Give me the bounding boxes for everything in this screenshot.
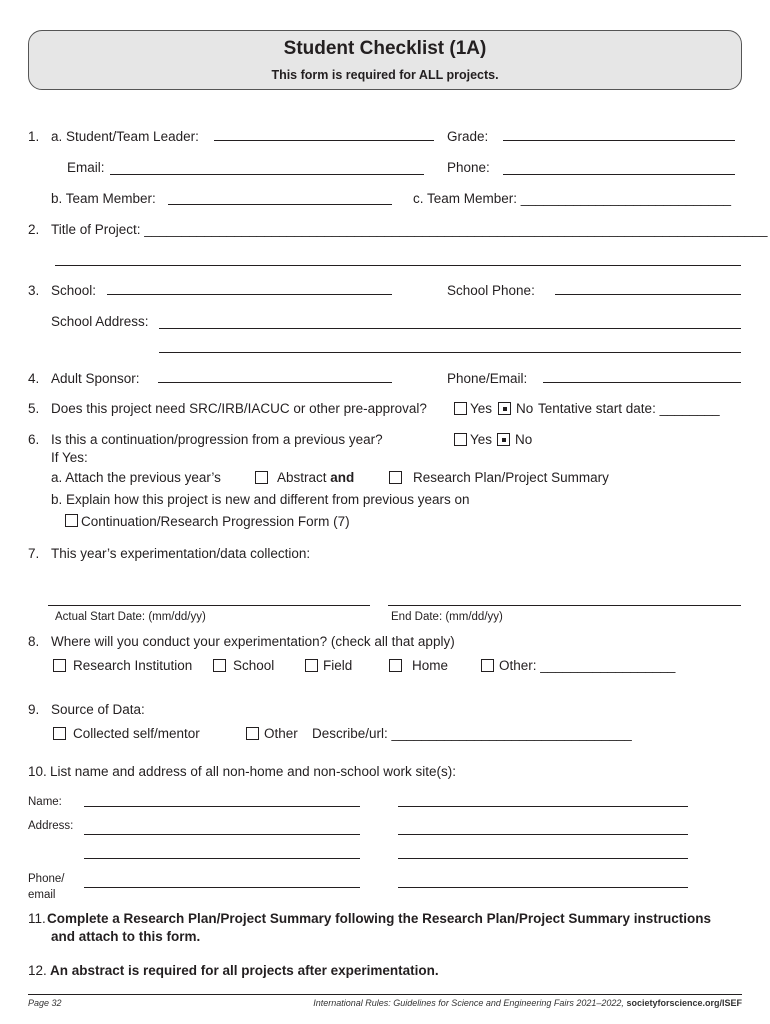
pre-approval-yes-label: Yes — [470, 401, 493, 416]
adult-sponsor-label: Adult Sponsor: — [51, 371, 140, 386]
school-field[interactable] — [107, 294, 392, 295]
continuation-yes-label: Yes — [470, 432, 493, 447]
school-phone-label: School Phone: — [447, 283, 535, 298]
footer-site: societyforscience.org/ISEF — [626, 998, 742, 1008]
site-email-label: email — [28, 889, 56, 901]
field-label: Field — [323, 658, 353, 673]
q8-number: 8. — [28, 634, 40, 649]
collected-self-label: Collected self/mentor — [73, 726, 200, 741]
adult-sponsor-field[interactable] — [158, 382, 392, 383]
pre-approval-question: Does this project need SRC/IRB/IACUC or other pre-approval? — [51, 401, 427, 416]
actual-start-date-label: Actual Start Date: (mm/dd/yy) — [55, 611, 206, 623]
other-source-label: Other — [264, 726, 298, 741]
q12-number: 12. — [28, 963, 47, 978]
school-address-label: School Address: — [51, 314, 149, 329]
end-date-field[interactable] — [388, 605, 741, 606]
site2-address-field[interactable] — [398, 834, 688, 835]
phone-field[interactable] — [503, 174, 735, 175]
email-field[interactable] — [110, 174, 424, 175]
q11-number: 11. — [28, 911, 46, 926]
attach-previous-label: a. Attach the previous year’s — [51, 470, 221, 485]
footer-citation: International Rules: Guidelines for Science and Engineering Fairs 2021–2022, societyforscience.org/ISEF — [313, 998, 742, 1008]
form-header — [28, 30, 742, 90]
sponsor-phone-email-field[interactable] — [543, 382, 741, 383]
pre-approval-no-checkbox[interactable] — [498, 402, 511, 415]
continuation-no-checkbox[interactable] — [497, 433, 510, 446]
research-plan-label: Research Plan/Project Summary — [413, 470, 609, 485]
form-subtitle: This form is required for ALL projects. — [271, 68, 499, 82]
team-member-c-label[interactable]: c. Team Member: ____________________________ — [413, 191, 732, 206]
q9-number: 9. — [28, 702, 40, 717]
other-source-checkbox[interactable] — [246, 727, 259, 740]
collected-self-checkbox[interactable] — [53, 727, 66, 740]
other-location-label[interactable]: Other: __________________ — [499, 658, 676, 673]
describe-url-field[interactable]: Describe/url: ________________________________ — [312, 726, 632, 741]
email-label: Email: — [67, 160, 105, 175]
phone-label: Phone: — [447, 160, 490, 175]
school-address-field-2[interactable] — [159, 352, 741, 353]
abstract-label: Abstract and — [277, 470, 355, 485]
conduct-location-question: Where will you conduct your experimentation? (check all that apply) — [51, 634, 455, 649]
school-location-checkbox[interactable] — [213, 659, 226, 672]
research-plan-instruction: Complete a Research Plan/Project Summary following the Research Plan/Project Summary instructions — [47, 911, 711, 926]
research-plan-instruction-2: and attach to this form. — [51, 929, 201, 944]
site1-name-field[interactable] — [84, 806, 360, 807]
continuation-yes-checkbox[interactable] — [454, 433, 467, 446]
site2-address-field-2[interactable] — [398, 858, 688, 859]
source-of-data-label: Source of Data: — [51, 702, 145, 717]
page-number: Page 32 — [28, 998, 62, 1008]
actual-start-date-field[interactable] — [48, 605, 370, 606]
site-address-label: Address: — [28, 820, 74, 832]
continuation-question: Is this a continuation/progression from a previous year? — [51, 432, 383, 447]
site2-phone-field[interactable] — [398, 887, 688, 888]
team-member-b-field[interactable] — [168, 204, 392, 205]
continuation-form-label: Continuation/Research Progression Form (7) — [81, 514, 350, 529]
project-title-label[interactable]: Title of Project: ___________________________________________________________________________________ — [51, 222, 768, 237]
research-institution-label: Research Institution — [73, 658, 193, 673]
end-date-label: End Date: (mm/dd/yy) — [391, 611, 503, 623]
abstract-checkbox[interactable] — [255, 471, 268, 484]
team-member-b-label: b. Team Member: — [51, 191, 156, 206]
q5-number: 5. — [28, 401, 40, 416]
site-name-label: Name: — [28, 796, 62, 808]
grade-field[interactable] — [503, 140, 735, 141]
site1-address-field-2[interactable] — [84, 858, 360, 859]
site1-address-field[interactable] — [84, 834, 360, 835]
q4-number: 4. — [28, 371, 40, 386]
q1-number: 1. — [28, 129, 40, 144]
q6-number: 6. — [28, 432, 40, 447]
footer-rule — [28, 994, 742, 995]
sponsor-phone-email-label: Phone/Email: — [447, 371, 528, 386]
home-checkbox[interactable] — [389, 659, 402, 672]
form-title: Student Checklist (1A) — [283, 38, 487, 59]
research-plan-checkbox[interactable] — [389, 471, 402, 484]
continuation-no-label: No — [515, 432, 533, 447]
work-sites-label: List name and address of all non-home and non-school work site(s): — [50, 764, 456, 779]
experimentation-label: This year’s experimentation/data collection: — [51, 546, 311, 561]
site-phone-label: Phone/ — [28, 873, 65, 885]
q7-number: 7. — [28, 546, 40, 561]
explain-new-label: b. Explain how this project is new and different from previous years on — [51, 492, 470, 507]
pre-approval-yes-checkbox[interactable] — [454, 402, 467, 415]
student-leader-label: a. Student/Team Leader: — [51, 129, 199, 144]
student-leader-field[interactable] — [214, 140, 434, 141]
school-location-label: School — [233, 658, 275, 673]
project-title-line-2[interactable] — [55, 265, 741, 266]
school-address-field[interactable] — [159, 328, 741, 329]
site2-name-field[interactable] — [398, 806, 688, 807]
field-checkbox[interactable] — [305, 659, 318, 672]
continuation-form-checkbox[interactable] — [65, 514, 78, 527]
research-institution-checkbox[interactable] — [53, 659, 66, 672]
school-phone-field[interactable] — [555, 294, 741, 295]
abstract-requirement: An abstract is required for all projects after experimentation. — [50, 963, 439, 978]
school-label: School: — [51, 283, 97, 298]
other-location-checkbox[interactable] — [481, 659, 494, 672]
q3-number: 3. — [28, 283, 40, 298]
grade-label: Grade: — [447, 129, 489, 144]
tentative-start-date[interactable]: Tentative start date: ________ — [538, 401, 720, 416]
q10-number: 10. — [28, 764, 47, 779]
q2-number: 2. — [28, 222, 40, 237]
home-label: Home — [412, 658, 449, 673]
site1-phone-field[interactable] — [84, 887, 360, 888]
pre-approval-no-label: No — [516, 401, 534, 416]
if-yes-label: If Yes: — [51, 450, 88, 465]
